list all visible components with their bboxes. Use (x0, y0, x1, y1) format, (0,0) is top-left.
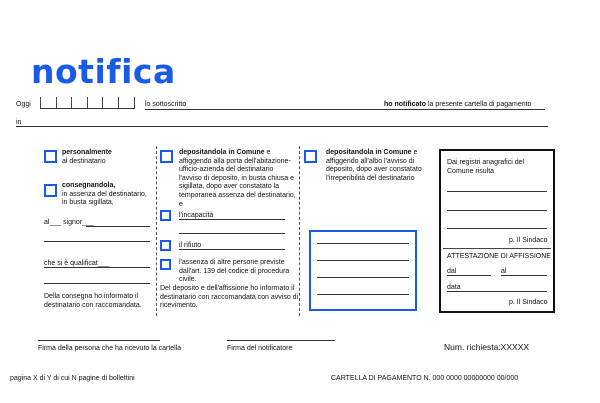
al-signor-field-2[interactable] (44, 241, 150, 242)
personalmente-text (62, 149, 162, 166)
column-divider (156, 146, 157, 316)
registri-field[interactable] (447, 191, 547, 192)
firma-notificatore-field[interactable] (227, 340, 335, 341)
attestazione-label: ATTESTAZIONE DI AFFISSIONE (447, 253, 551, 260)
sindaco-label: p. Il Sindaco (509, 237, 548, 244)
consegnandola-bold: consegnandola, (62, 182, 116, 189)
depositandola-albo-text (326, 149, 426, 183)
depositandola-albo-bold: depositandola in Comune (326, 149, 412, 156)
personalmente-bold: personalmente (62, 149, 112, 156)
depositandola-comune-checkbox[interactable] (160, 150, 173, 163)
data-label: data (447, 284, 461, 291)
depositandola-albo-desc: e affiggendo all'albo l'avviso di deposito, dopo aver constatato l'irreperibilità del destinatario (326, 149, 422, 182)
sottoscritto-label: lo sottoscritto (145, 101, 187, 108)
depositandola-albo-checkbox[interactable] (304, 150, 317, 163)
firma-notificatore-label: Firma del notificatore (227, 345, 293, 352)
address-box[interactable] (309, 230, 417, 311)
deposito-info: Del deposito e dell'affissione ho informato il destinatario con raccomandata con avviso di ricevimento. (160, 285, 299, 310)
incapacita-label: l'incapacità (179, 212, 214, 219)
registri-field-3[interactable] (447, 228, 547, 229)
notificato-rest: la presente cartella di pagamento (426, 101, 532, 108)
al-field[interactable] (501, 275, 547, 276)
personalmente-rest: al destinatario (62, 157, 106, 165)
page-title: notifica (31, 52, 176, 91)
al-label: al (501, 268, 507, 275)
data-field[interactable] (447, 291, 547, 292)
column-divider (299, 146, 300, 316)
sindaco-label: p. Il Sindaco (509, 299, 548, 306)
qualificat-field[interactable] (44, 267, 150, 268)
box-divider (443, 248, 551, 249)
consegnandola-desc: in assenza del destinatario, in busta sigillata, (62, 190, 147, 207)
in-field[interactable] (16, 126, 548, 127)
rifiuto-label: il rifiuto (179, 242, 202, 249)
notificato-text (384, 101, 531, 110)
al-signor-label: al___ signor___ (44, 219, 94, 226)
consegnandola-checkbox[interactable] (44, 184, 57, 197)
incapacita-checkbox[interactable] (160, 210, 171, 221)
cartella-number: CARTELLA DI PAGAMENTO N. 000 0000 00000000 00/000 (331, 375, 519, 382)
firma-ricevuto-label: Firma della persona che ha ricevuto la cartella (38, 345, 182, 352)
anagrafe-box (439, 149, 555, 313)
qualificat-field-2[interactable] (44, 283, 150, 284)
incapacita-field-2[interactable] (179, 233, 285, 234)
num-richiesta: Num. richiesta:XXXXX (444, 342, 530, 352)
personalmente-checkbox[interactable] (44, 150, 57, 163)
rifiuto-field[interactable] (179, 249, 285, 250)
assenza-text: l'assenza di altre persone previste dall'art. 139 del codice di procedura civile. (179, 259, 290, 284)
rifiuto-checkbox[interactable] (160, 240, 171, 251)
dal-label: dal (447, 268, 457, 275)
al-signor-field[interactable] (86, 226, 150, 227)
in-label: in (16, 119, 22, 126)
assenza-checkbox[interactable] (160, 259, 171, 270)
depositandola-comune-text (179, 149, 297, 209)
firma-ricevuto-field[interactable] (38, 340, 160, 341)
notificato-bold: ho notificato (384, 101, 426, 108)
consegna-info: Della consegna ho informato il destinatario con raccomandata. (44, 293, 142, 309)
incapacita-field[interactable] (179, 219, 285, 220)
pagina-info: pagina X di Y di cui N pagine di bollettini (10, 375, 135, 382)
consegnandola-text (62, 182, 150, 208)
qualificat-label: che si è qualificat___ (44, 260, 110, 267)
registri-field-2[interactable] (447, 210, 547, 211)
registri-text: Dai registri anagrafici del Comune risulta (447, 159, 525, 175)
depositandola-desc: e affiggendo alla porta dell'abitazione-ufficio-azienda del destinatario l'avviso di deposito, in busta chiusa e sigillata, dopo aver constatato la temporanea assenza del destinatario, e (179, 149, 296, 208)
oggi-label: Oggi (16, 101, 31, 108)
depositandola-bold: depositandola in Comune (179, 149, 265, 156)
dal-field[interactable] (447, 275, 491, 276)
